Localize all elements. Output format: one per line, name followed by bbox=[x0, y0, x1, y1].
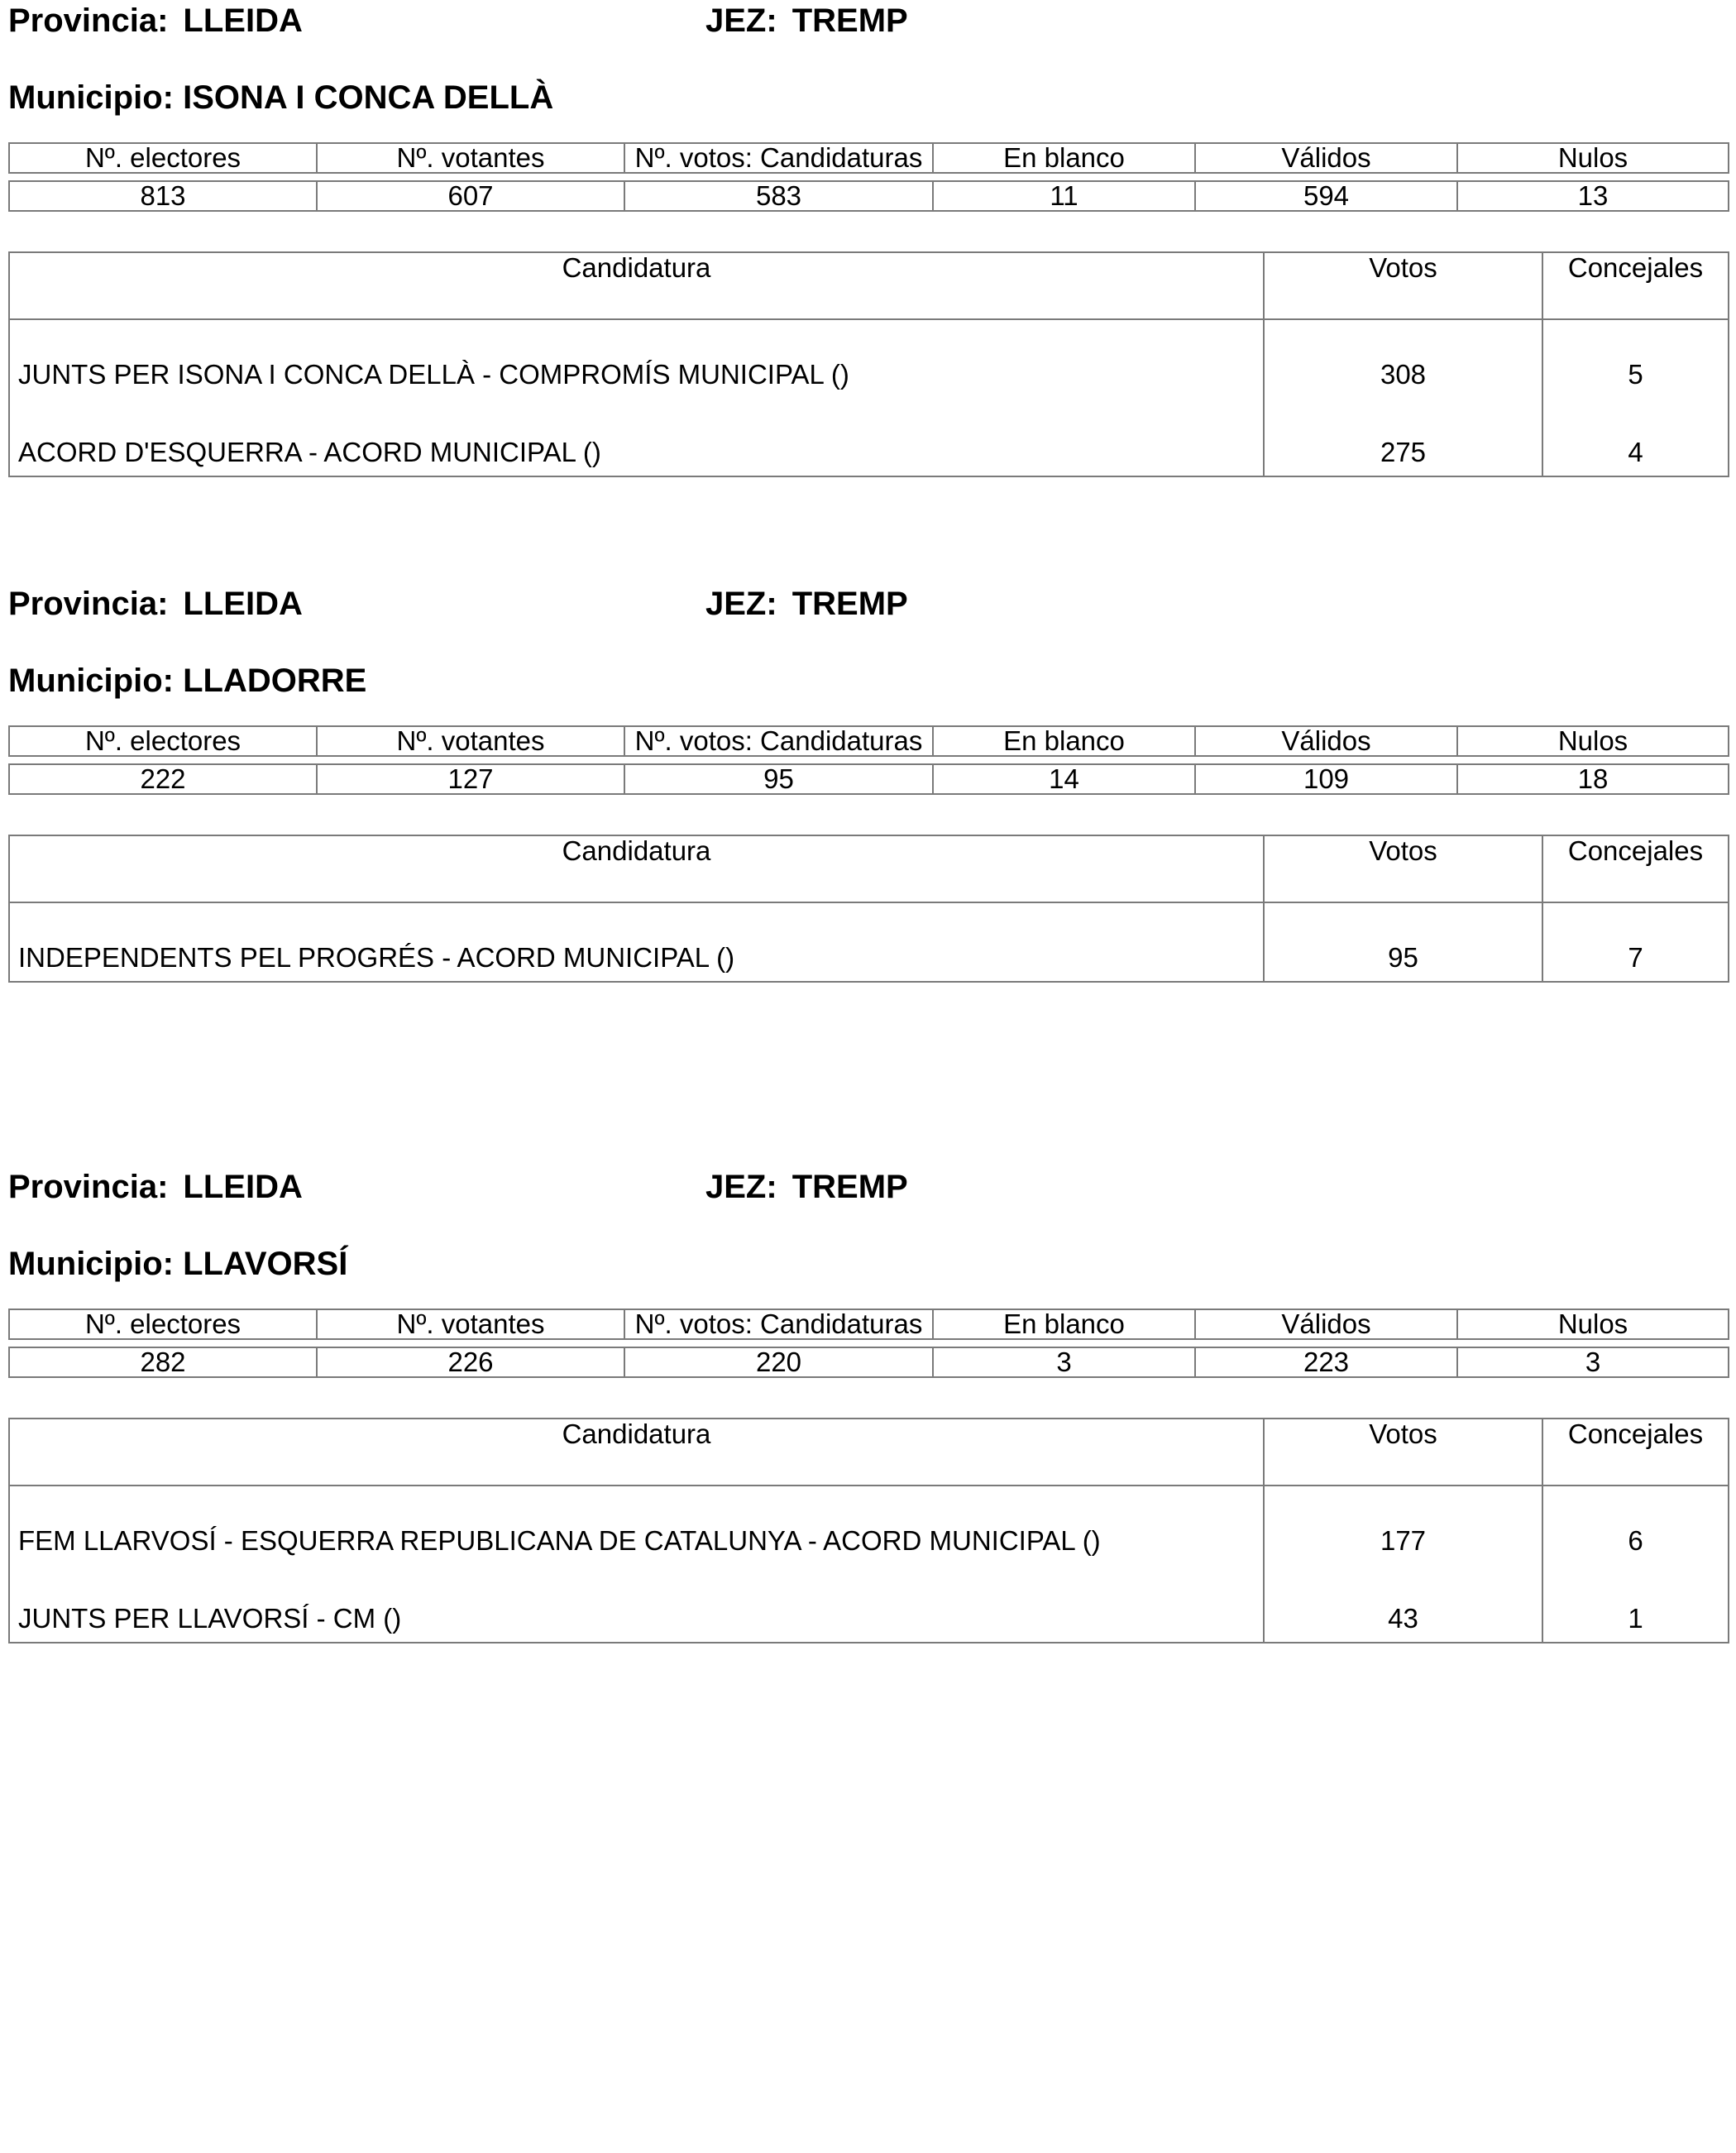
col-votos: Votos bbox=[1264, 1419, 1542, 1486]
col-electores: Nº. electores bbox=[9, 143, 317, 173]
summary-table bbox=[8, 142, 1729, 212]
jez-label: JEZ: bbox=[705, 1169, 777, 1205]
col-nulos: Nulos bbox=[1457, 143, 1729, 173]
provincia-heading bbox=[8, 583, 303, 624]
col-votos-candidaturas: Nº. votos: Candidaturas bbox=[624, 1309, 933, 1339]
value-votos-candidaturas: 583 bbox=[624, 181, 933, 211]
value-nulos: 13 bbox=[1457, 181, 1729, 211]
provincia-heading bbox=[8, 1166, 303, 1208]
col-candidatura: Candidatura bbox=[9, 835, 1264, 902]
candidatura-row bbox=[9, 902, 1729, 982]
col-en-blanco: En blanco bbox=[933, 1309, 1195, 1339]
value-electores: 813 bbox=[9, 181, 317, 211]
provincia-heading bbox=[8, 0, 303, 41]
candidatura-name: FEM LLARVOSÍ - ESQUERRA REPUBLICANA DE CATALUNYA - ACORD MUNICIPAL () bbox=[9, 1486, 1264, 1564]
candidatura-row bbox=[9, 319, 1729, 398]
candidaturas-header-row bbox=[9, 835, 1729, 902]
jez-heading bbox=[705, 583, 908, 624]
col-votantes: Nº. votantes bbox=[317, 1309, 624, 1339]
value-nulos: 18 bbox=[1457, 764, 1729, 794]
col-en-blanco: En blanco bbox=[933, 726, 1195, 756]
municipio-value: ISONA I CONCA DELLÀ bbox=[183, 79, 554, 116]
jez-label: JEZ: bbox=[705, 2, 777, 39]
municipio-heading bbox=[8, 1243, 347, 1285]
col-nulos: Nulos bbox=[1457, 1309, 1729, 1339]
value-votos-candidaturas: 220 bbox=[624, 1347, 933, 1377]
municipio-heading bbox=[8, 660, 366, 701]
municipio-heading bbox=[8, 77, 553, 118]
value-votos-candidaturas: 95 bbox=[624, 764, 933, 794]
candidaturas-table bbox=[8, 251, 1729, 477]
candidaturas-table bbox=[8, 835, 1729, 983]
jez-heading bbox=[705, 0, 908, 41]
summary-header-row bbox=[9, 726, 1729, 756]
col-electores: Nº. electores bbox=[9, 1309, 317, 1339]
provincia-value: LLEIDA bbox=[183, 1169, 303, 1205]
candidatura-concejales: 5 bbox=[1542, 319, 1729, 398]
municipio-value: LLADORRE bbox=[183, 663, 367, 699]
value-votantes: 226 bbox=[317, 1347, 624, 1377]
candidatura-votos: 43 bbox=[1264, 1564, 1542, 1643]
municipio-value: LLAVORSÍ bbox=[183, 1246, 348, 1282]
col-concejales: Concejales bbox=[1542, 835, 1729, 902]
summary-table bbox=[8, 725, 1729, 795]
col-votantes: Nº. votantes bbox=[317, 143, 624, 173]
municipio-label: Municipio: bbox=[8, 79, 174, 116]
col-votos-candidaturas: Nº. votos: Candidaturas bbox=[624, 143, 933, 173]
provincia-label: Provincia: bbox=[8, 1169, 169, 1205]
col-concejales: Concejales bbox=[1542, 252, 1729, 319]
summary-values-row bbox=[9, 181, 1729, 211]
candidaturas-header-row bbox=[9, 252, 1729, 319]
value-electores: 282 bbox=[9, 1347, 317, 1377]
candidatura-row bbox=[9, 398, 1729, 476]
candidatura-concejales: 4 bbox=[1542, 398, 1729, 476]
candidatura-row bbox=[9, 1564, 1729, 1643]
candidatura-name: INDEPENDENTS PEL PROGRÉS - ACORD MUNICIPAL () bbox=[9, 902, 1264, 982]
col-en-blanco: En blanco bbox=[933, 143, 1195, 173]
value-electores: 222 bbox=[9, 764, 317, 794]
candidatura-votos: 95 bbox=[1264, 902, 1542, 982]
candidatura-concejales: 6 bbox=[1542, 1486, 1729, 1564]
value-votantes: 127 bbox=[317, 764, 624, 794]
col-candidatura: Candidatura bbox=[9, 1419, 1264, 1486]
col-concejales: Concejales bbox=[1542, 1419, 1729, 1486]
value-votantes: 607 bbox=[317, 181, 624, 211]
provincia-value: LLEIDA bbox=[183, 2, 303, 39]
summary-header-row bbox=[9, 1309, 1729, 1339]
jez-value: TREMP bbox=[791, 586, 908, 622]
municipio-block-llavorsi bbox=[8, 1166, 1728, 1634]
col-electores: Nº. electores bbox=[9, 726, 317, 756]
municipio-label: Municipio: bbox=[8, 1246, 174, 1282]
provincia-label: Provincia: bbox=[8, 2, 169, 39]
col-validos: Válidos bbox=[1195, 143, 1457, 173]
summary-values-row bbox=[9, 764, 1729, 794]
col-candidatura: Candidatura bbox=[9, 252, 1264, 319]
provincia-label: Provincia: bbox=[8, 586, 169, 622]
municipio-block-lladorre bbox=[8, 583, 1728, 1046]
value-en-blanco: 14 bbox=[933, 764, 1195, 794]
value-en-blanco: 3 bbox=[933, 1347, 1195, 1377]
summary-values-row bbox=[9, 1347, 1729, 1377]
candidatura-row bbox=[9, 1486, 1729, 1564]
candidatura-concejales: 1 bbox=[1542, 1564, 1729, 1643]
candidatura-votos: 275 bbox=[1264, 398, 1542, 476]
value-validos: 594 bbox=[1195, 181, 1457, 211]
summary-table bbox=[8, 1309, 1729, 1378]
candidatura-name: JUNTS PER LLAVORSÍ - CM () bbox=[9, 1564, 1264, 1643]
jez-heading bbox=[705, 1166, 908, 1208]
col-votos: Votos bbox=[1264, 252, 1542, 319]
value-validos: 109 bbox=[1195, 764, 1457, 794]
candidatura-concejales: 7 bbox=[1542, 902, 1729, 982]
municipio-block-isona bbox=[8, 0, 1728, 467]
candidatura-name: JUNTS PER ISONA I CONCA DELLÀ - COMPROMÍS MUNICIPAL () bbox=[9, 319, 1264, 398]
col-votos-candidaturas: Nº. votos: Candidaturas bbox=[624, 726, 933, 756]
candidaturas-table bbox=[8, 1418, 1729, 1643]
col-votantes: Nº. votantes bbox=[317, 726, 624, 756]
col-validos: Válidos bbox=[1195, 726, 1457, 756]
value-validos: 223 bbox=[1195, 1347, 1457, 1377]
col-votos: Votos bbox=[1264, 835, 1542, 902]
jez-value: TREMP bbox=[791, 2, 908, 39]
jez-label: JEZ: bbox=[705, 586, 777, 622]
summary-header-row bbox=[9, 143, 1729, 173]
jez-value: TREMP bbox=[791, 1169, 908, 1205]
value-en-blanco: 11 bbox=[933, 181, 1195, 211]
col-validos: Válidos bbox=[1195, 1309, 1457, 1339]
municipio-label: Municipio: bbox=[8, 663, 174, 699]
candidatura-name: ACORD D'ESQUERRA - ACORD MUNICIPAL () bbox=[9, 398, 1264, 476]
candidatura-votos: 308 bbox=[1264, 319, 1542, 398]
provincia-value: LLEIDA bbox=[183, 586, 303, 622]
candidaturas-header-row bbox=[9, 1419, 1729, 1486]
candidatura-votos: 177 bbox=[1264, 1486, 1542, 1564]
col-nulos: Nulos bbox=[1457, 726, 1729, 756]
value-nulos: 3 bbox=[1457, 1347, 1729, 1377]
